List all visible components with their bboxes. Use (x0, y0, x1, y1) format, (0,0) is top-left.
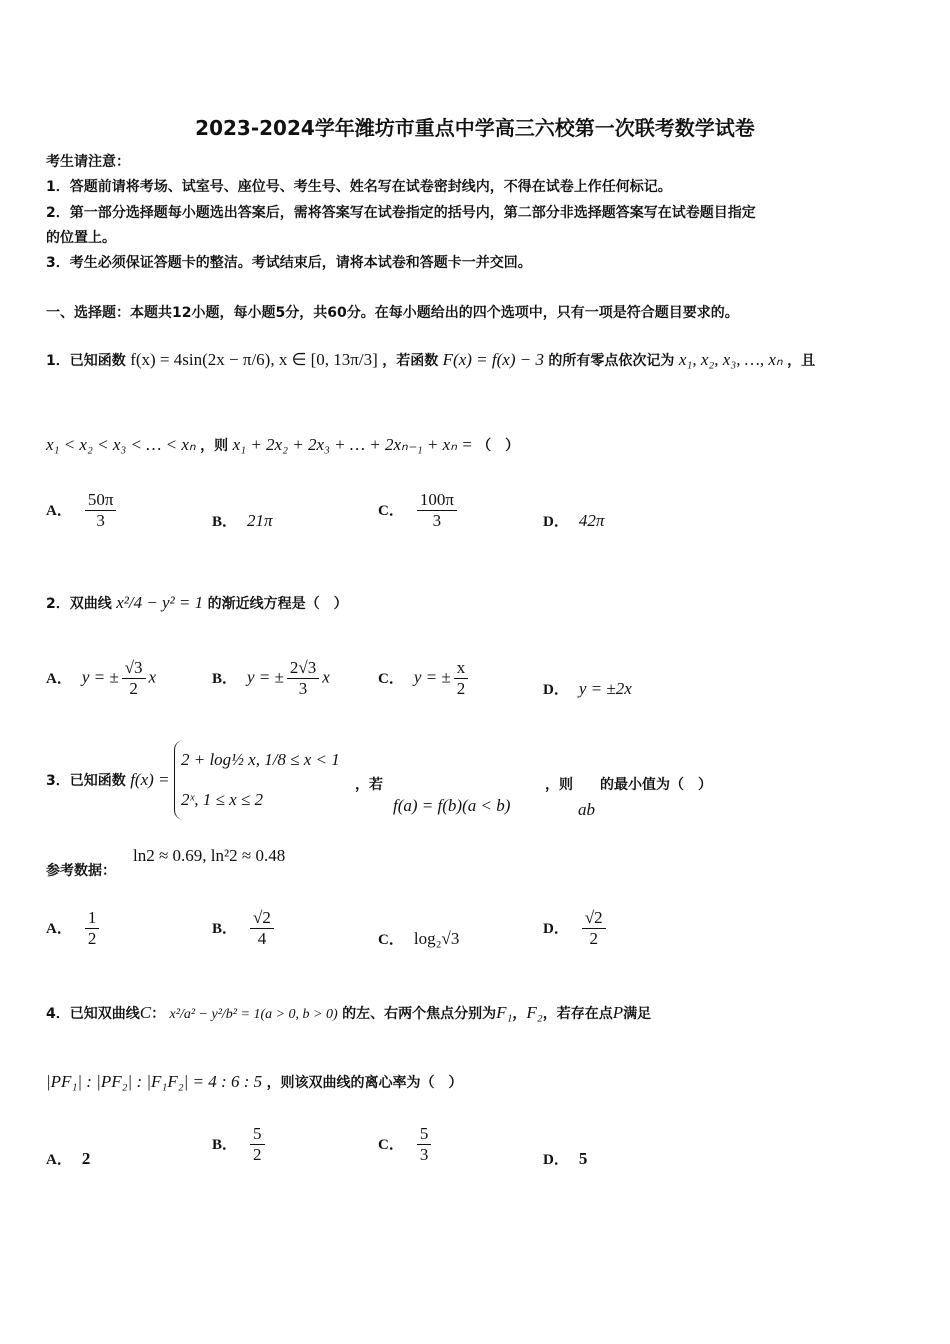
option-a[interactable] (46, 490, 119, 531)
option-label: B． (212, 920, 238, 937)
notice-item: 1．答题前请将考场、试室号、座位号、考生号、姓名写在试卷密封线内，不得在试卷上作任何标记。 (46, 179, 672, 195)
math-symbol: C (139, 1003, 152, 1022)
option-d[interactable] (543, 678, 632, 699)
question-number: 4．已知双曲线 (46, 1006, 140, 1022)
option-d[interactable] (543, 1148, 587, 1169)
option-b[interactable] (212, 908, 277, 949)
option-value: y = ± (81, 667, 119, 687)
option-label: A． (46, 670, 72, 687)
denominator: 4 (257, 929, 267, 948)
numerator: 1 (85, 908, 100, 929)
question-1 (46, 340, 815, 381)
math-expression: ab (578, 800, 595, 819)
math-expression: x²/a² − y²/b² = 1(a > 0, b > 0) (169, 1007, 338, 1022)
question-text: 的所有零点依次记为 (548, 353, 675, 369)
question-text: 满足 (623, 1006, 652, 1022)
option-d[interactable] (543, 510, 604, 531)
math-case: 2 + log½ x, 1/8 ≤ x < 1 (180, 750, 340, 769)
denominator: 3 (419, 1145, 429, 1164)
option-c[interactable] (378, 1124, 434, 1165)
page-title: 2023-2024学年潍坊市重点中学高三六校第一次联考数学试卷 (195, 116, 755, 140)
option-d[interactable] (543, 908, 609, 949)
option-value: y = ± (247, 667, 284, 687)
denominator: 2 (456, 679, 466, 698)
option-value: x (322, 667, 330, 687)
question-text: ，则该双曲线的离心率为（ ） (266, 1075, 463, 1091)
option-value: 21π (247, 511, 273, 530)
question-text: ，若函数 (382, 353, 439, 369)
math-symbol: P (612, 1003, 624, 1022)
section-heading: 一、选择题：本题共12小题，每小题5分，共60分。在每小题给出的四个选项中，只有一项是符合题目要求的。 (46, 305, 739, 321)
question-text: ： (151, 1006, 166, 1022)
denominator: 3 (96, 511, 105, 530)
fraction (250, 908, 274, 949)
option-c[interactable] (378, 928, 459, 949)
question-text: 的左、右两个焦点分别为 (342, 1006, 497, 1022)
math-expression: f(a) = f(b)(a < b) (393, 796, 511, 815)
option-label: B． (212, 670, 238, 687)
math-expression: f(x) = 4sin(2x − π/6), x ∈ [0, 13π/3] (130, 350, 378, 369)
question-text: 的最小值为（ ） (600, 777, 712, 793)
denominator: 2 (87, 929, 97, 948)
question-number: 2．双曲线 (46, 596, 112, 612)
numerator: 100π (417, 490, 457, 511)
option-c[interactable] (378, 658, 471, 699)
question-text: ，则 (200, 438, 229, 454)
math-symbol: F₁ (496, 1003, 513, 1022)
fraction (454, 658, 469, 699)
numerator: √2 (582, 908, 606, 929)
question-number: 1．已知函数 (46, 353, 126, 369)
question-text: ，且 (787, 353, 816, 369)
option-label: C． (378, 502, 404, 519)
option-b[interactable] (212, 1124, 268, 1165)
option-value: y = ±2x (578, 679, 632, 698)
option-label: B． (212, 1136, 238, 1153)
denominator: 2 (589, 929, 599, 948)
option-label: C． (378, 670, 404, 687)
numerator: √2 (250, 908, 274, 929)
option-c[interactable] (378, 490, 460, 531)
fraction (250, 1124, 265, 1165)
notice-item: 3．考生必须保证答题卡的整洁。考试结束后，请将本试卷和答题卡一并交回。 (46, 255, 532, 271)
reference-label: 参考数据： (46, 863, 116, 879)
question-text: ，若 (355, 777, 383, 793)
math-symbol: F₂ (526, 1003, 543, 1022)
option-a[interactable] (46, 1148, 90, 1169)
option-label: D． (543, 514, 569, 530)
question-text: ， (512, 1006, 527, 1022)
math-expression: x₁ + 2x₂ + 2x₃ + … + 2xₙ₋₁ + xₙ = (232, 435, 473, 454)
option-value: y = ± (413, 667, 451, 687)
math-expression: |PF₁| : |PF₂| : |F₁F₂| = 4 : 6 : 5 (46, 1072, 263, 1091)
option-a[interactable] (46, 658, 156, 699)
numerator: 50π (85, 490, 117, 511)
math-expression: F(x) = f(x) − 3 (442, 350, 544, 369)
question-1-line2 (46, 425, 519, 466)
option-label: D． (543, 920, 569, 937)
question-4-line2 (46, 1064, 463, 1101)
numerator: 5 (250, 1124, 265, 1145)
question-2 (46, 585, 348, 622)
fraction (85, 490, 117, 531)
option-label: C． (378, 1136, 404, 1153)
question-text: ，则 (545, 777, 573, 793)
question-text: ，若存在点 (542, 1006, 613, 1022)
option-value: 2 (81, 1149, 91, 1168)
option-b[interactable] (212, 510, 273, 531)
question-number: 3．已知函数 (46, 773, 126, 789)
numerator: 5 (417, 1124, 432, 1145)
option-label: D． (543, 1152, 569, 1168)
option-value: log₂√3 (413, 929, 460, 948)
option-label: A． (46, 920, 72, 937)
question-3 (46, 740, 340, 820)
question-text: 的渐近线方程是（ ） (207, 596, 348, 612)
option-label: B． (212, 514, 238, 530)
reference-data: ln2 ≈ 0.69, ln²2 ≈ 0.48 (133, 846, 286, 865)
option-label: D． (543, 682, 569, 698)
option-value: 5 (578, 1149, 588, 1168)
option-value: 42π (578, 511, 605, 530)
answer-paren: （ ） (477, 438, 520, 454)
fraction (85, 908, 100, 949)
numerator: √3 (122, 658, 146, 679)
question-4 (46, 995, 651, 1033)
math-case: 2ˣ, 1 ≤ x ≤ 2 (180, 790, 263, 809)
option-value: x (148, 667, 157, 687)
fraction (122, 658, 146, 699)
option-label: A． (46, 1152, 72, 1168)
math-expression: x²/4 − y² = 1 (116, 593, 204, 612)
option-label: C． (378, 932, 404, 948)
denominator: 3 (432, 511, 442, 530)
notice-item: 的位置上。 (46, 230, 116, 246)
math-expression: x₁, x₂, x₃, …, xₙ (678, 350, 783, 369)
denominator: 2 (129, 679, 138, 698)
option-label: A． (46, 502, 72, 519)
piecewise-brace (174, 740, 340, 820)
fraction (417, 490, 457, 531)
denominator: 2 (253, 1145, 262, 1164)
fraction (417, 1124, 432, 1165)
notice-heading: 考生请注意： (46, 154, 130, 170)
denominator: 3 (298, 679, 308, 698)
fraction (287, 658, 319, 699)
option-b[interactable] (212, 658, 330, 699)
math-expression: f(x) = (130, 770, 170, 789)
notice-item: 2．第一部分选择题每小题选出答案后，需将答案写在试卷指定的括号内，第二部分非选择题答案写在试卷题目指定 (46, 205, 756, 221)
fraction (582, 908, 606, 949)
numerator: x (454, 658, 469, 679)
math-expression: x₁ < x₂ < x₃ < … < xₙ (46, 435, 196, 454)
option-a[interactable] (46, 908, 102, 949)
numerator: 2√3 (287, 658, 319, 679)
